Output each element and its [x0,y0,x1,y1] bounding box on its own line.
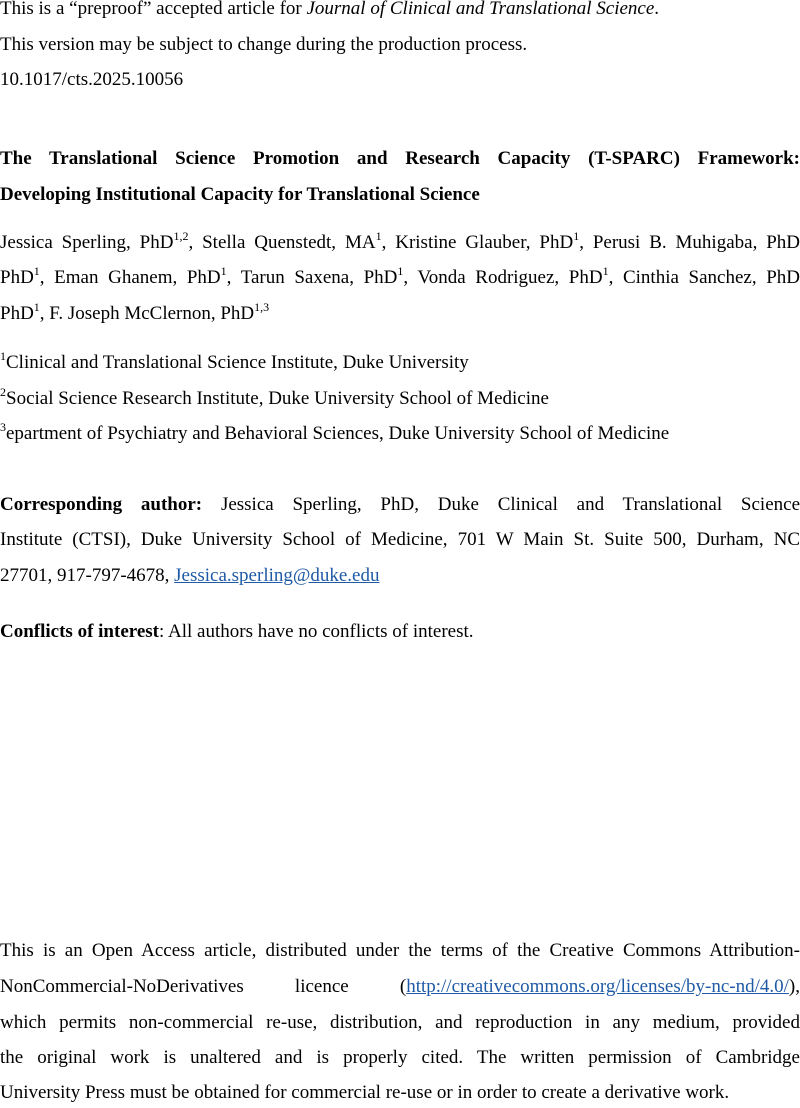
article-title-line-1: The Translational Science Promotion and Research Capacity (T-SPARC) Framework: [0,148,800,169]
conflicts-of-interest [0,620,474,644]
production-notice: This version may be subject to change during the production process. [0,34,528,55]
preproof-notice [0,0,659,21]
author-line-2 [0,266,800,290]
author: Jessica Sperling, PhD$^{1,2}$, [0,229,194,253]
author: Cinthia Sanchez, PhD [622,267,800,288]
affiliation-2: $^2$Social Science Research Institute, Duke University School of Medicine [0,385,549,409]
corresponding-author-label: Corresponding author: [0,494,203,515]
article-title-line-2: Developing Institutional Capacity for Translational Science [0,184,480,205]
author: Eman Ghanem, PhD$^1$, [54,264,232,288]
email-link[interactable]: Jessica.sperling@duke.edu [174,565,380,586]
corresponding-author-text: Jessica Sperling, PhD, Duke Clinical and Translational Science [220,494,800,515]
corresponding-author-line-3: 27701, 917-797-4678, Jessica.sperling@duke.edu [0,565,380,586]
author: Stella Quenstedt, $MA^1$, [202,229,387,253]
corresponding-author-line-1 [0,493,800,517]
conflicts-text: : All authors have no conflicts of interest. [159,621,474,642]
license-line-5: University Press must be obtained for commercial re-use or in order to create a derivative work. [0,1082,730,1103]
license-line-2: NonCommercial-NoDerivatives licence (http://creativecommons.org/licenses/by-nc-nd/4.0/), [0,976,800,997]
license-line-4: the original work is unaltered and is properly cited. The written permission of Cambridge [0,1047,800,1068]
author: F. Joseph McClernon, PhD$^{1,3}$ [49,300,270,324]
author: Vonda Rodriguez, PhD$^1$, [417,264,614,288]
author: Tarun Saxena, PhD$^1$, [240,264,409,288]
author: Kristine Glauber, PhD$^1$, [395,229,584,253]
conflicts-label: Conflicts of interest [0,621,160,642]
affiliation-1: $^1$Clinical and Translational Science Institute, Duke University [0,349,469,373]
preproof-notice-end: . [654,0,660,19]
author-line-1 [0,231,800,255]
author-continued: PhD$^1$, [0,300,50,324]
author-line-3 [0,302,269,326]
doi: 10.1017/cts.2025.10056 [0,69,184,90]
author-continued: PhD$^1$, [0,264,45,288]
journal-name: Journal of Clinical and Translational Science [306,0,655,19]
license-link[interactable]: http://creativecommons.org/licenses/by-nc-nd/4.0/ [406,976,789,997]
corresponding-author-line-2: Institute (CTSI), Duke University School of Medicine, 701 W Main St. Suite 500, Durham, NC [0,529,800,550]
license-line-1: This is an Open Access article, distributed under the terms of the Creative Commons Attribution- [0,940,800,961]
license-line-3: which permits non-commercial re-use, distribution, and reproduction in any medium, provided [0,1012,800,1033]
affiliation-3: $^3$epartment of Psychiatry and Behavioral Sciences, Duke University School of Medicine [0,420,670,444]
author: Perusi B. Muhigaba, PhD [592,232,800,253]
preproof-notice-text: This is a “preproof” accepted article for [0,0,307,19]
